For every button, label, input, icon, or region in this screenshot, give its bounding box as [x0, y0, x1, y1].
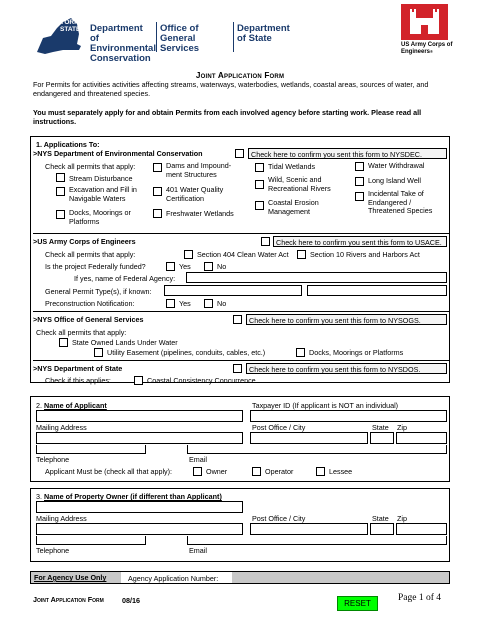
federal-agency-input[interactable] — [186, 272, 447, 283]
operator-checkbox[interactable] — [252, 467, 261, 476]
footer-version: 08/16 — [122, 596, 140, 605]
applicant-name-input[interactable] — [36, 410, 243, 422]
permit-coastal-erosion-checkbox[interactable] — [255, 201, 264, 210]
permit-dams-checkbox[interactable] — [153, 163, 162, 172]
permit-stream-disturbance-checkbox[interactable] — [56, 173, 65, 182]
section3-title: 3. Name of Property Owner (if different than Applicant) — [36, 492, 222, 501]
divider-ogs — [33, 311, 449, 312]
taxpayer-label: Taxpayer ID (If applicant is NOT an individual) — [252, 401, 399, 410]
ogs-confirm-label: Check here to confirm you sent this form to NYSOGS. — [249, 316, 421, 325]
ogs-utility-checkbox[interactable] — [94, 348, 103, 357]
permit-freshwater-checkbox[interactable] — [153, 209, 162, 218]
owner-state-label: State — [372, 514, 389, 523]
preconstruction-yes-label: Yes — [179, 299, 191, 308]
preconstruction-no-label: No — [217, 299, 227, 308]
lessee-label: Lessee — [329, 467, 353, 476]
po-city-label: Post Office / City — [252, 423, 306, 432]
usace-check-all: Check all permits that apply: — [45, 250, 136, 259]
state-label: State — [372, 423, 389, 432]
permit-water-withdrawal-checkbox[interactable] — [355, 162, 364, 171]
logo-divider-1 — [156, 22, 157, 52]
dec-heading: >NYS Department of Environmental Conservation — [33, 149, 203, 158]
permit-tidal: Tidal Wetlands — [268, 162, 316, 171]
owner-telephone-input[interactable] — [36, 536, 146, 545]
ogs-check-all: Check all permits that apply: — [36, 328, 127, 337]
dos-confirm-label: Check here to confirm you sent this form to NYSDOS. — [249, 365, 421, 374]
permit-incidental-take: Incidental Take of Endangered / Threatened Species — [368, 189, 433, 215]
agency-number-input[interactable] — [232, 572, 449, 583]
usace-section10: Section 10 Rivers and Harbors Act — [310, 250, 420, 259]
permit-401-checkbox[interactable] — [153, 187, 162, 196]
federal-yes-label: Yes — [179, 262, 191, 271]
permit-tidal-checkbox[interactable] — [255, 163, 264, 172]
agency-number-label: Agency Application Number: — [128, 574, 219, 583]
owner-po-city-label: Post Office / City — [252, 514, 306, 523]
email-input[interactable] — [187, 445, 447, 454]
dos-heading: >NYS Department of State — [33, 364, 123, 373]
usace-confirm-label: Check here to confirm you sent this form to USACE. — [276, 238, 442, 247]
owner-name-input[interactable] — [36, 501, 243, 513]
permit-water-withdrawal: Water Withdrawal — [368, 161, 425, 170]
ogs-name: Office of General Services — [160, 23, 200, 54]
preconstruction-no-checkbox[interactable] — [204, 299, 213, 308]
owner-zip-label: Zip — [397, 514, 407, 523]
usace-federal-question: Is the project Federally funded? — [45, 262, 146, 271]
mailing-input[interactable] — [36, 432, 243, 444]
permit-freshwater: Freshwater Wetlands — [166, 209, 234, 218]
federal-yes-checkbox[interactable] — [166, 262, 175, 271]
agency-label: For Agency Use Only — [31, 572, 121, 583]
dec-confirm-label: Check here to confirm you sent this form to NYSDEC. — [251, 150, 422, 159]
zip-label: Zip — [397, 423, 407, 432]
ogs-lands: State Owned Lands Under Water — [72, 338, 178, 347]
page-indicator: Page 1 of 4 — [398, 593, 442, 603]
permit-excavation: Excavation and Fill in Navigable Waters — [69, 185, 137, 203]
usace-castle-icon — [401, 4, 448, 40]
ogs-docks-checkbox[interactable] — [296, 348, 305, 357]
operator-label: Operator — [265, 467, 294, 476]
federal-no-label: No — [217, 262, 227, 271]
owner-mailing-input[interactable] — [36, 523, 243, 535]
dos-confirm-checkbox[interactable] — [233, 364, 242, 373]
federal-agency-label: If yes, name of Federal Agency: — [74, 274, 176, 283]
usace-404-checkbox[interactable] — [184, 250, 193, 259]
ny-state-mark: NEW YORK STATE — [60, 12, 81, 33]
permit-dams: Dams and Impound-ment Structures — [166, 161, 232, 179]
general-permit-input-1[interactable] — [164, 285, 302, 296]
permit-coastal-erosion: Coastal Erosion Management — [268, 198, 319, 216]
dos-name: Department of State — [237, 23, 290, 44]
general-permit-label: General Permit Type(s), if known: — [45, 287, 152, 296]
telephone-label: Telephone — [36, 455, 70, 464]
dos-check-if: Check if this applies: — [45, 376, 111, 385]
ogs-confirm-checkbox[interactable] — [233, 315, 242, 324]
permit-docks-checkbox[interactable] — [56, 210, 65, 219]
email-label: Email — [189, 455, 207, 464]
owner-zip-input[interactable] — [396, 523, 447, 535]
owner-label: Owner — [206, 467, 228, 476]
zip-input[interactable] — [396, 432, 447, 444]
permit-li-well-checkbox[interactable] — [355, 177, 364, 186]
state-input[interactable] — [370, 432, 394, 444]
permit-wild-scenic-checkbox[interactable] — [255, 180, 264, 189]
owner-email-label: Email — [189, 546, 207, 555]
preconstruction-label: Preconstruction Notification: — [45, 299, 135, 308]
owner-po-city-input[interactable] — [250, 523, 368, 535]
owner-checkbox[interactable] — [193, 467, 202, 476]
owner-mailing-label: Mailing Address — [36, 514, 87, 523]
usace-404: Section 404 Clean Water Act — [197, 250, 289, 259]
dec-name: Department of Environmental Conservation — [90, 23, 156, 64]
po-city-input[interactable] — [250, 432, 368, 444]
dos-coastal: Coastal Consistency Concurrence — [147, 376, 256, 385]
general-permit-input-2[interactable] — [307, 285, 447, 296]
permit-wild-scenic: Wild, Scenic and Recreational Rivers — [268, 175, 331, 193]
permit-excavation-checkbox[interactable] — [56, 187, 65, 196]
permit-docks: Docks, Moorings or Platforms — [69, 208, 131, 226]
lessee-checkbox[interactable] — [316, 467, 325, 476]
reset-button[interactable]: RESET — [337, 596, 378, 611]
permit-li-well: Long Island Well — [368, 176, 422, 185]
federal-no-checkbox[interactable] — [204, 262, 213, 271]
usace-heading: >US Army Corps of Engineers — [33, 237, 136, 246]
permit-stream-disturbance: Stream Disturbance — [69, 174, 133, 183]
notice-text: You must separately apply for and obtain Permits from each involved agency before starting work. Please read all instructions. — [33, 108, 422, 126]
section2-title: 2. Name of Applicant — [36, 401, 107, 410]
owner-email-input[interactable] — [187, 536, 447, 545]
usace-section10-checkbox[interactable] — [297, 250, 306, 259]
applicant-must-label: Applicant Must be (check all that apply): — [45, 467, 173, 476]
logo-divider-2 — [233, 22, 234, 52]
mailing-label: Mailing Address — [36, 423, 87, 432]
usace-name: US Army Corps of Engineers® — [401, 42, 453, 55]
taxpayer-input[interactable] — [250, 410, 447, 422]
owner-state-input[interactable] — [370, 523, 394, 535]
form-title: Joint Application Form — [195, 71, 285, 80]
footer-form-name: Joint Application Form — [33, 595, 104, 604]
ogs-docks: Docks, Moorings or Platforms — [309, 348, 404, 357]
divider-dos — [33, 360, 449, 361]
telephone-input[interactable] — [36, 445, 146, 454]
owner-telephone-label: Telephone — [36, 546, 70, 555]
preconstruction-yes-checkbox[interactable] — [166, 299, 175, 308]
intro-text: For Permits for activities activities affecting streams, waterways, waterbodies, wetlands, coastal areas, sources of water, and endangered and threatened species. — [33, 80, 429, 98]
divider-usace — [33, 233, 449, 234]
section1-title: 1. Applications To: — [36, 140, 100, 149]
permit-incidental-take-checkbox[interactable] — [355, 192, 364, 201]
dec-check-all: Check all permits that apply: — [45, 162, 136, 171]
ogs-heading: >NYS Office of General Services — [33, 315, 144, 324]
dos-coastal-checkbox[interactable] — [134, 376, 143, 385]
usace-confirm-checkbox[interactable] — [261, 237, 270, 246]
dec-confirm-checkbox[interactable] — [235, 149, 244, 158]
ogs-utility: Utility Easement (pipelines, conduits, cables, etc.) — [107, 348, 266, 357]
permit-401: 401 Water Quality Certification — [166, 185, 224, 203]
ogs-lands-checkbox[interactable] — [59, 338, 68, 347]
